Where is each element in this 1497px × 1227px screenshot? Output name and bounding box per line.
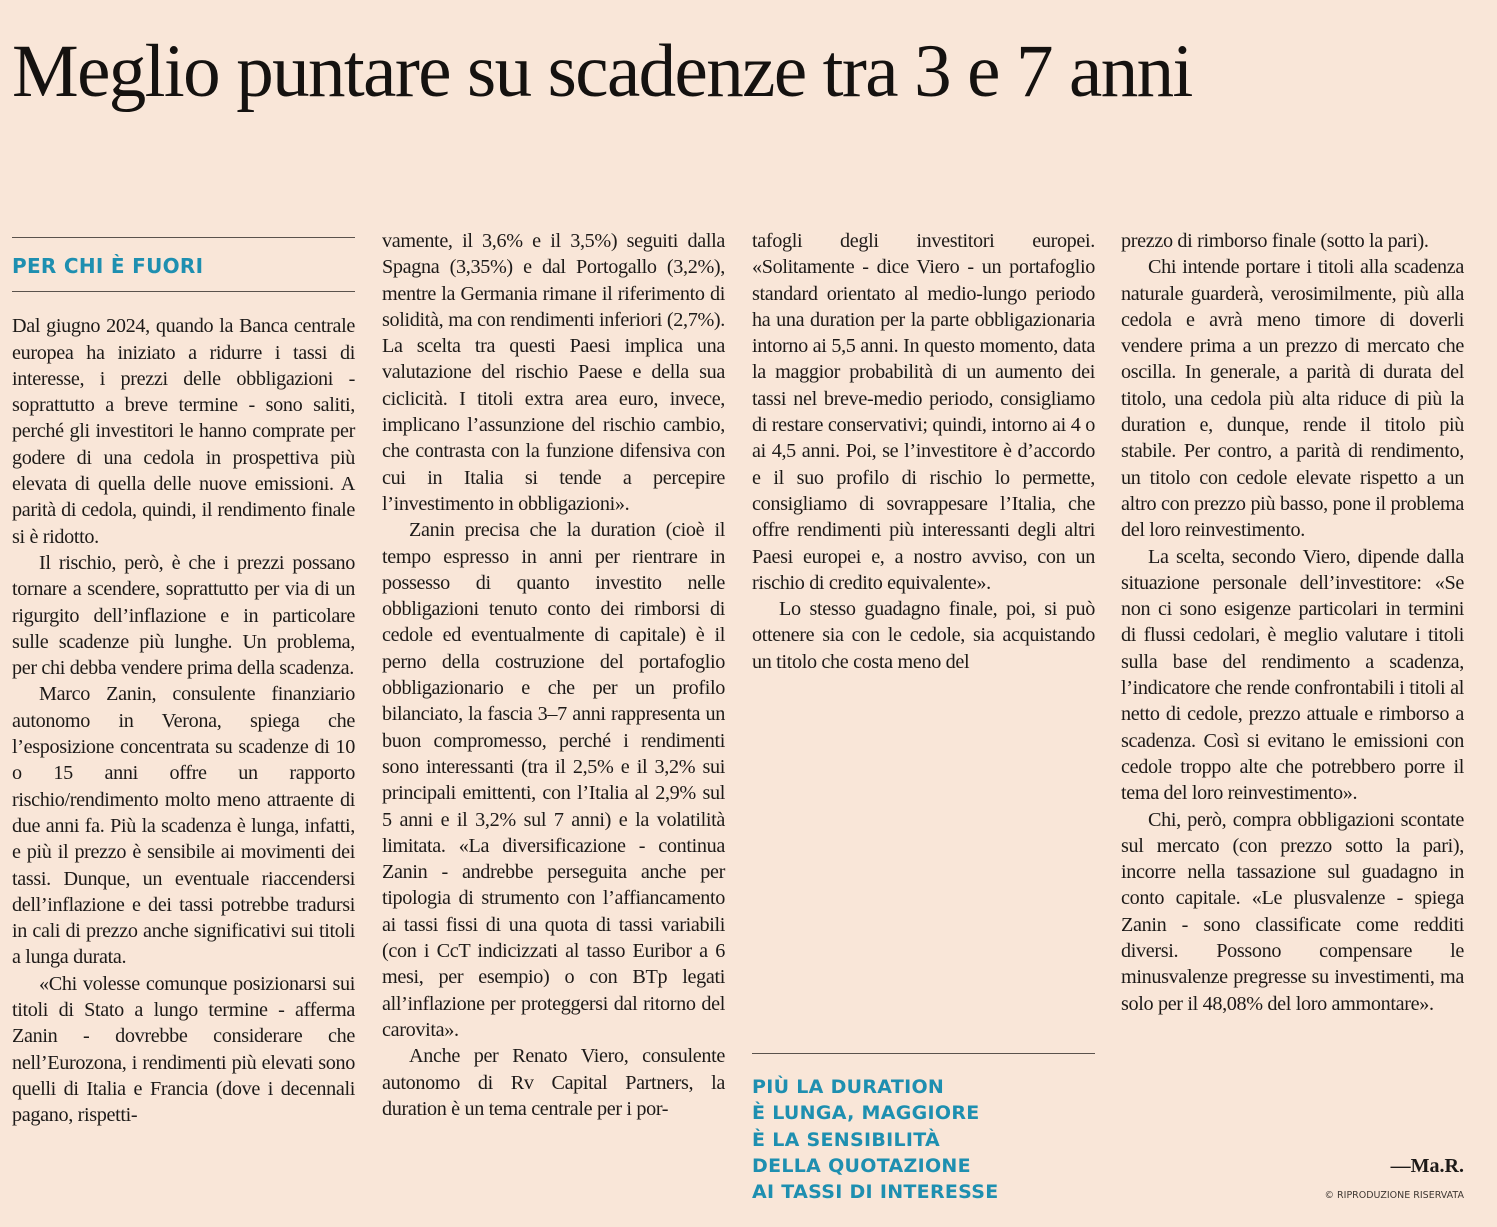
- author-signature: —Ma.R.: [1390, 1155, 1464, 1177]
- pull-quote-line: È LA SENSIBILITÀ: [752, 1128, 941, 1151]
- section-kicker: PER CHI È FUORI: [12, 238, 355, 292]
- pull-quote-line: DELLA QUOTAZIONE: [752, 1154, 971, 1177]
- paragraph: Chi, però, compra obbligazioni scontate sul mercato (con prezzo sotto la pari), incorre nella tassazione sul guadagno in conto capitale. «Le plusvalenze - spiega Zanin - sono classificate come redditi diversi. Possono compensare le minusvalenze pregresse su investimenti, ma solo per il 48,08% del loro ammontare».: [1121, 808, 1464, 1015]
- copyright-notice: © RIPRODUZIONE RISERVATA: [1324, 1190, 1464, 1201]
- article-column-3: [752, 228, 1095, 675]
- paragraph: «Chi volesse comunque posizionarsi sui titoli di Stato a lungo termine - afferma Zanin - dovrebbe considerare che nell’Eurozona, i rendimenti più elevati sono quelli di Italia e Francia (dove i decennali pagano, rispetti-: [12, 972, 355, 1127]
- article-column-1: [12, 237, 355, 1129]
- paragraph: prezzo di rimborso finale (sotto la pari).: [1121, 230, 1429, 252]
- paragraph: Anche per Renato Viero, consulente autonomo di Rv Capital Partners, la duration è un tema centrale per i por-: [382, 1045, 725, 1120]
- paragraph: Zanin precisa che la duration (cioè il tempo espresso in anni per rientrare in possesso di quanto investito nelle obbligazioni tenuto conto dei rimborsi di cedole ed eventualmente di capitale) è il perno della costruzione del portafoglio obbligazionario e che per un profilo bilanciato, la fascia 3–7 anni rappresenta un buon compromesso, perché i rendimenti sono interessanti (tra il 2,5% e il 3,2% sui principali emittenti, con l’Italia al 2,9% sul 5 anni e il 3,2% sul 7 anni) e la volatilità limitata. «La diversificazione - continua Zanin - andrebbe perseguita anche per tipologia di strumento con l’affiancamento ai tassi fissi di una quota di tassi variabili (con i CcT indicizzati al tasso Euribor a 6 mesi, per esempio) o con BTp legati all’inflazione per proteggersi dal ritorno del carovita».: [382, 519, 725, 1041]
- pull-quote-line: AI TASSI DI INTERESSE: [752, 1181, 999, 1204]
- paragraph: tafogli degli investitori europei. «Solitamente - dice Viero - un portafoglio standard orientato al medio-lungo periodo ha una duration per la parte obbligazionaria intorno ai 5,5 anni. In questo momento, data la maggior probabilità di un aumento dei tassi nel breve-medio periodo, consigliamo di restare conservativi; quindi, intorno ai 4 o ai 4,5 anni. Poi, se l’investitore è d’accordo e il suo profilo di rischio lo permette, consigliamo di sovrappesare l’Italia, che offre rendimenti più interessanti degli altri Paesi europei e, a nostro avviso, con un rischio di credito equivalente».: [752, 230, 1095, 594]
- headline: Meglio puntare su scadenze tra 3 e 7 anni: [12, 30, 1192, 113]
- paragraph: Dal giugno 2024, quando la Banca centrale europea ha iniziato a ridurre i tassi di interesse, i prezzi delle obbligazioni - soprattutto a breve termine - sono saliti, perché gli investitori le hanno comprate per godere di una cedola in prospettiva più elevata di quella delle nuove emissioni. A parità di cedola, quindi, il rendimento finale si è ridotto.: [12, 315, 355, 548]
- paragraph: Marco Zanin, consulente finanziario autonomo in Verona, spiega che l’esposizione concentrata su scadenze di 10 o 15 anni offre un rapporto rischio/rendimento molto meno attraente di due anni fa. Più la scadenza è lunga, infatti, e più il prezzo è sensibile ai movimenti dei tassi. Dunque, un eventuale riaccendersi dell’inflazione e dei tassi potrebbe tradursi in cali di prezzo anche significativi sui titoli a lunga durata.: [12, 683, 355, 969]
- paragraph: La scelta, secondo Viero, dipende dalla situazione personale dell’investitore: «Se non ci sono esigenze particolari in termini di flussi cedolari, è meglio valutare i titoli sulla base del rendimento a scadenza, l’indicatore che rende confrontabili i titoli al netto di cedole, prezzo attuale e rimborso a scadenza. Così si evitano le emissioni con cedole troppo alte che potrebbero porre il tema del loro reinvestimento».: [1121, 545, 1464, 805]
- paragraph: Lo stesso guadagno finale, poi, si può ottenere sia con le cedole, sia acquistando un titolo che costa meno del: [752, 598, 1095, 673]
- article-column-4: [1121, 228, 1464, 1017]
- paragraph: Il rischio, però, è che i prezzi possano tornare a scendere, soprattutto per via di un rigurgito dell’inflazione e in particolare sulle scadenze più lunghe. Un problema, per chi debba vendere prima della scadenza.: [12, 551, 355, 680]
- paragraph: vamente, il 3,6% e il 3,5%) seguiti dalla Spagna (3,35%) e dal Portogallo (3,2%), mentre la Germania rimane il riferimento di solidità, ma con rendimenti inferiori (2,7%). La scelta tra questi Paesi implica una valutazione del rischio Paese e della sua ciclicità. I titoli extra area euro, invece, implicano l’assunzione del rischio cambio, che contrasta con la funzione difensiva con cui in Italia si tende a percepire l’investimento in obbligazioni».: [382, 230, 725, 515]
- pull-quote-line: PIÙ LA DURATION: [752, 1076, 945, 1098]
- pull-quote: [752, 1053, 1095, 1205]
- pull-quote-line: È LUNGA, MAGGIORE: [752, 1102, 980, 1125]
- article-column-2: [382, 228, 725, 1122]
- paragraph: Chi intende portare i titoli alla scadenza naturale guarderà, verosimilmente, più alla cedola e avrà meno timore di doverli vendere prima a un prezzo di mercato che oscilla. In generale, a parità di durata del titolo, una cedola più alta riduce di più la duration e, dunque, rende il titolo più stabile. Per contro, a parità di rendimento, un titolo con cedole elevate rispetto a un altro con prezzo più basso, pone il problema del loro reinvestimento.: [1121, 256, 1464, 542]
